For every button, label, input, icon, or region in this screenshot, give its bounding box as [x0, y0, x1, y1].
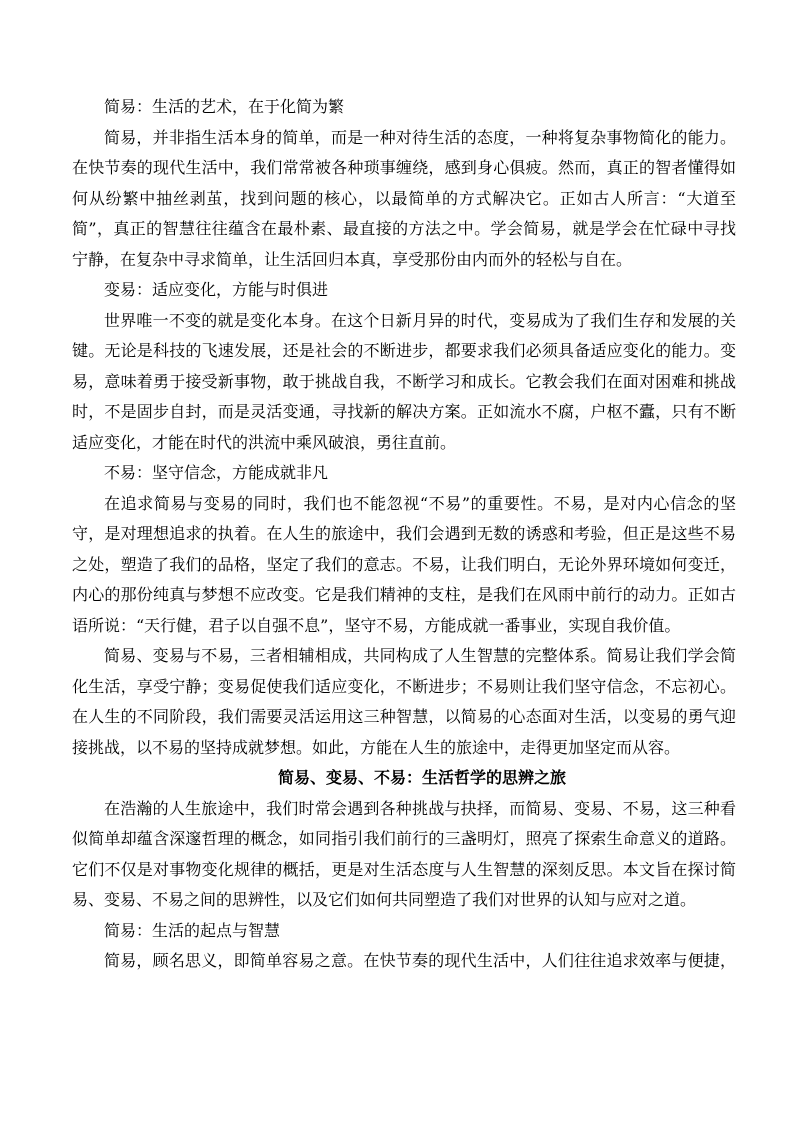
- paragraph-line: 在快节奏的现代生活中，我们常常被各种琐事缠绕，感到身心俱疲。然而，真正的智者懂得如: [72, 158, 736, 177]
- paragraph-line: 宁静，在复杂中寻求简单，让生活回归本真，享受那份由内而外的轻松与自在。: [72, 249, 633, 269]
- paragraph-line: 语所说：“天行健，君子以自强不息”，坚守不易，方能成就一番事业，实现自我价值。: [72, 615, 681, 635]
- document-body: [72, 92, 736, 977]
- paragraph-line: 之处，塑造了我们的品格，坚定了我们的意志。不易，让我们明白，无论外界环境如何变迁，: [72, 554, 736, 574]
- paragraph-line: 简易，并非指生活本身的简单，而是一种对待生活的态度，一种将复杂事物简化的能力。: [104, 127, 736, 147]
- section-heading: 简易：生活的艺术，在于化简为繁: [104, 97, 345, 116]
- paragraph-line: 易，意味着勇于接受新事物，敢于挑战自我，不断学习和成长。它教会我们在面对困难和挑战: [72, 371, 736, 391]
- article-title: 简易、变易、不易：生活哲学的思辨之旅: [277, 768, 566, 787]
- paragraph-line: 键。无论是科技的飞速发展，还是社会的不断进步，都要求我们必须具备适应变化的能力。变: [72, 341, 736, 360]
- paragraph-line: 内心的那份纯真与梦想不应改变。它是我们精神的支柱，是我们在风雨中前行的动力。正如古: [72, 585, 736, 604]
- paragraph-line: 化生活，享受宁静；变易促使我们适应变化，不断进步；不易则让我们坚守信念，不忘初心。: [72, 676, 736, 696]
- paragraph-line: 在追求简易与变易的同时，我们也不能忽视“不易”的重要性。不易，是对内心信念的坚: [104, 493, 736, 513]
- section-heading: 简易：生活的起点与智慧: [104, 920, 281, 940]
- paragraph-line: 它们不仅是对事物变化规律的概括，更是对生活态度与人生智慧的深刻反思。本文旨在探讨简: [72, 859, 736, 879]
- paragraph-line: 时，不是固步自封，而是灵活变通，寻找新的解决方案。正如流水不腐，户枢不蠹，只有不断: [72, 402, 736, 421]
- paragraph-line: 何从纷繁中抽丝剥茧，找到问题的核心，以最简单的方式解决它。正如古人所言：“大道至: [72, 188, 736, 208]
- paragraph-line: 简易、变易与不易，三者相辅相成，共同构成了人生智慧的完整体系。简易让我们学会简: [104, 646, 736, 665]
- paragraph-line: 守，是对理想追求的执着。在人生的旅途中，我们会遇到无数的诱惑和考验，但正是这些不易: [72, 524, 736, 543]
- paragraph-line: 适应变化，才能在时代的洪流中乘风破浪，勇往直前。: [72, 432, 457, 452]
- paragraph-line: 世界唯一不变的就是变化本身。在这个日新月异的时代，变易成为了我们生存和发展的关: [104, 310, 736, 330]
- paragraph-line: 简易，顾名思义，即简单容易之意。在快节奏的现代生活中，人们往往追求效率与便捷，: [104, 951, 736, 970]
- section-heading: 不易：坚守信念，方能成就非凡: [104, 463, 329, 482]
- section-heading: 变易：适应变化，方能与时俱进: [104, 280, 329, 299]
- paragraph-line: 易、变易、不易之间的思辨性，以及它们如何共同塑造了我们对世界的认知与应对之道。: [72, 890, 697, 909]
- paragraph-line: 在人生的不同阶段，我们需要灵活运用这三种智慧，以简易的心态面对生活，以变易的勇气迎: [72, 707, 736, 726]
- paragraph-line: 接挑战，以不易的坚持成就梦想。如此，方能在人生的旅途中，走得更加坚定而从容。: [72, 737, 681, 757]
- paragraph-line: 在浩瀚的人生旅途中，我们时常会遇到各种挑战与抉择，而简易、变易、不易，这三种看: [104, 798, 736, 818]
- paragraph-line: 似简单却蕴含深邃哲理的概念，如同指引我们前行的三盏明灯，照亮了探索生命意义的道路。: [72, 829, 736, 848]
- paragraph-line: 简”，真正的智慧往往蕴含在最朴素、最直接的方法之中。学会简易，就是学会在忙碌中寻找: [72, 219, 736, 238]
